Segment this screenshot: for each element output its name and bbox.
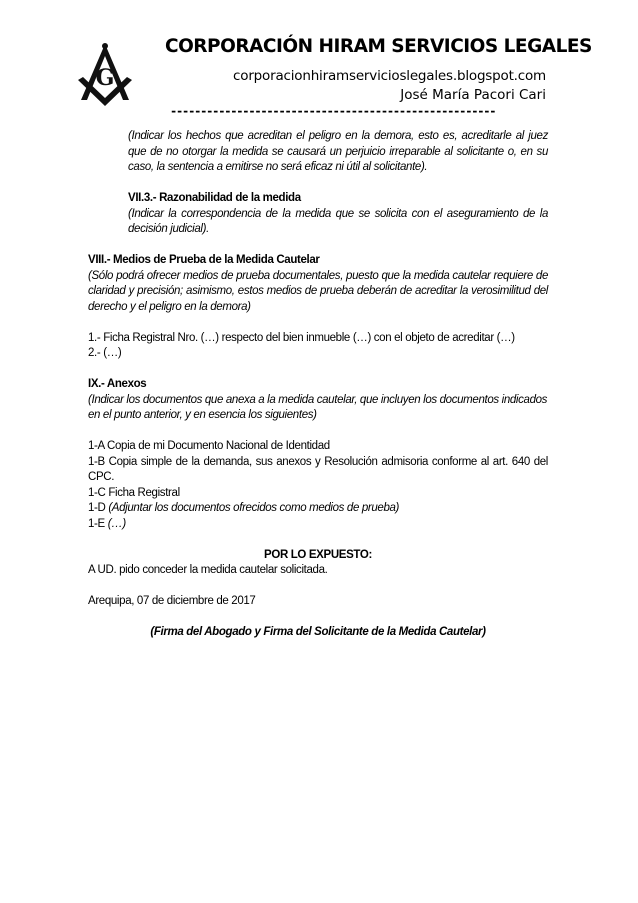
annex-1c: 1-C Ficha Registral (88, 486, 180, 499)
viii-text: (Sólo podrá ofrecer medios de prueba documentales, puesto que la medida cautelar requiere de claridad y precisión; asimismo, estos medios de prueba deberán de acreditar la verosimilitud del derecho y el peligro en la demora) (88, 269, 548, 313)
blog-url: corporacionhiramservicioslegales.blogspot.com (233, 68, 546, 84)
annex-1a: 1-A Copia de mi Documento Nacional de Identidad (88, 440, 330, 452)
viii-item-2: 2.- (…) (88, 347, 122, 359)
vii3-heading: VII.3.- Razonabilidad de la medida (128, 192, 301, 204)
closing-date: Arequipa, 07 de diciembre de 2017 (88, 595, 256, 607)
annex-1d (88, 501, 548, 517)
letterhead (0, 0, 638, 130)
viii-item-1: 1.- Ficha Registral Nro. (…) respecto del bien inmueble (…) con el objeto de acreditar (…) (88, 331, 515, 344)
annex-1d-note: (Adjuntar los documentos ofrecidos como medios de prueba) (108, 502, 400, 514)
annex-1e-prefix: 1-E (88, 517, 108, 530)
closing-request: A UD. pido conceder la medida cautelar solicitada. (88, 564, 328, 576)
author-name: José María Pacori Cari (400, 87, 546, 103)
page-title: CORPORACIÓN HIRAM SERVICIOS LEGALES (165, 36, 592, 57)
svg-text:G: G (95, 65, 115, 91)
annex-1b: 1-B Copia simple de la demanda, sus anexos y Resolución admisoria conforme al art. 640 del CPC. (88, 455, 548, 483)
vii3-text: (Indicar la correspondencia de la medida que se solicita con el aseguramiento de la decisión judicial). (128, 207, 548, 235)
signature-line: (Firma del Abogado y Firma del Solicitante de la Medida Cautelar) (150, 626, 486, 638)
annex-1d-prefix: 1-D (88, 502, 109, 514)
masonic-square-compass-icon (72, 40, 138, 108)
viii-heading: VIII.- Medios de Prueba de la Medida Cautelar (88, 254, 320, 266)
closing-heading: POR LO EXPUESTO: (264, 548, 372, 561)
annex-1e (88, 517, 548, 533)
ix-text: (Indicar los documentos que anexa a la medida cautelar, que incluyen los documentos indicados en el punto anterior, y en esencia los siguientes) (88, 393, 548, 421)
document-body (88, 129, 548, 641)
annex-1e-note: (…) (107, 517, 126, 530)
header-separator: ------------------------------------------------------ (170, 104, 496, 118)
vii-intro-text: (Indicar los hechos que acreditan el peligro en la demora, esto es, acreditarle al juez que de no otorgar la medida se causará un perjuicio irreparable al solicitante o, en su caso, la sentencia a emitirse no será eficaz ni útil al solicitante). (128, 130, 548, 173)
ix-heading: IX.- Anexos (88, 378, 147, 390)
